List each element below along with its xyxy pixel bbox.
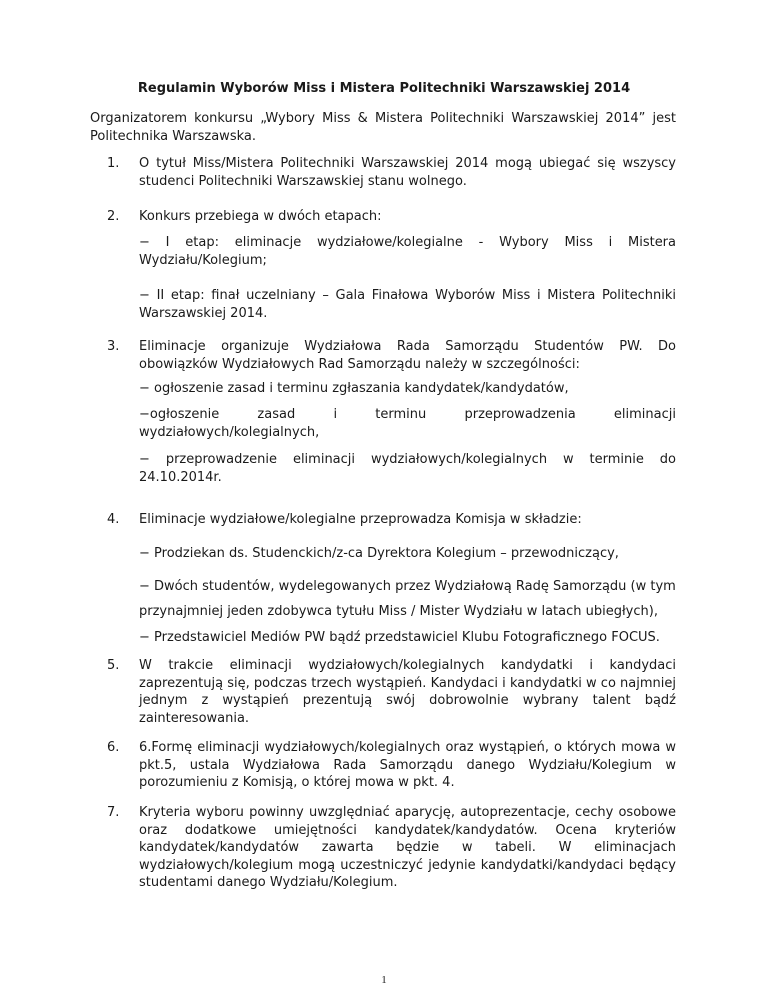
list-item-number: 7. [107,805,120,820]
list-item-text: O tytuł Miss/Mistera Politechniki Warszawskiej 2014 mogą ubiegać się wszyscy studenci Politechniki Warszawskiej stanu wolnego. [139,156,676,189]
list-item-number: 6. [107,740,120,755]
list-item-number: 1. [107,156,120,171]
sub-item: − II etap: finał uczelniany – Gala Finałowa Wyborów Miss i Mistera Politechniki Warszawskiej 2014. [139,288,676,321]
list-item [107,155,676,190]
list-item-number: 5. [107,658,120,673]
list-item [107,657,676,727]
list-item [107,511,676,529]
list-item-number: 4. [107,512,120,527]
list-item-text: 6.Formę eliminacji wydziałowych/kolegialnych oraz wystąpień, o których mowa w pkt.5, ustala Wydziałowa Rada Samorządu danego Wydziału/Kolegium w porozumieniu z Komisją, o której mowa w pkt. 4. [139,740,676,790]
sub-item: − Prodziekan ds. Studenckich/z-ca Dyrektora Kolegium – przewodniczący, [139,546,619,561]
list-item-text: Kryteria wyboru powinny uwzględniać aparycję, autoprezentacje, cechy osobowe oraz dodatkowe umiejętności kandydatek/kandydatów. Ocena kryteriów kandydatek/kandydatów zawarta będzie w tabeli. W eliminacjach wydziałowych/kolegium mogą uczestniczyć jedynie kandydatki/kandydaci będący studentami danego Wydziału/Kolegium. [139,805,676,890]
page-number: 1 [381,974,387,986]
list-item [107,208,676,226]
sub-item: przynajmniej jeden zdobywca tytułu Miss / Mister Wydziału w latach ubiegłych), [139,604,658,619]
list-item [107,739,676,792]
list-item-text: Konkurs przebiega w dwóch etapach: [139,209,382,224]
list-item [107,338,676,373]
sub-item: − Przedstawiciel Mediów PW bądź przedstawiciel Klubu Fotograficznego FOCUS. [139,630,660,645]
intro-paragraph: Organizatorem konkursu „Wybory Miss & Mistera Politechniki Warszawskiej 2014” jest Politechnika Warszawska. [90,111,676,144]
sub-item: −ogłoszenie zasad i terminu przeprowadzenia eliminacji wydziałowych/kolegialnych, [139,407,676,440]
sub-item: − ogłoszenie zasad i terminu zgłaszania kandydatek/kandydatów, [139,381,569,396]
list-item-text: Eliminacje organizuje Wydziałowa Rada Samorządu Studentów PW. Do obowiązków Wydziałowych Rad Samorządu należy w szczególności: [139,339,676,372]
sub-item: − Dwóch studentów, wydelegowanych przez Wydziałową Radę Samorządu (w tym [139,579,676,594]
list-item-number: 3. [107,339,120,354]
list-item [107,804,676,892]
sub-item: − I etap: eliminacje wydziałowe/kolegialne - Wybory Miss i Mistera Wydziału/Kolegium; [139,235,676,268]
sub-item: − przeprowadzenie eliminacji wydziałowych/kolegialnych w terminie do 24.10.2014r. [139,452,676,485]
document-title: Regulamin Wyborów Miss i Mistera Politechniki Warszawskiej 2014 [137,81,631,96]
list-item-text: Eliminacje wydziałowe/kolegialne przeprowadza Komisja w składzie: [139,512,582,527]
list-item-number: 2. [107,209,120,224]
list-item-text: W trakcie eliminacji wydziałowych/kolegialnych kandydatki i kandydaci zaprezentują się, podczas trzech wystąpień. Kandydaci i kandydatki w co najmniej jednym z wystąpień prezentują swój dobrowolnie wybrany talent bądź zainteresowania. [139,658,676,726]
